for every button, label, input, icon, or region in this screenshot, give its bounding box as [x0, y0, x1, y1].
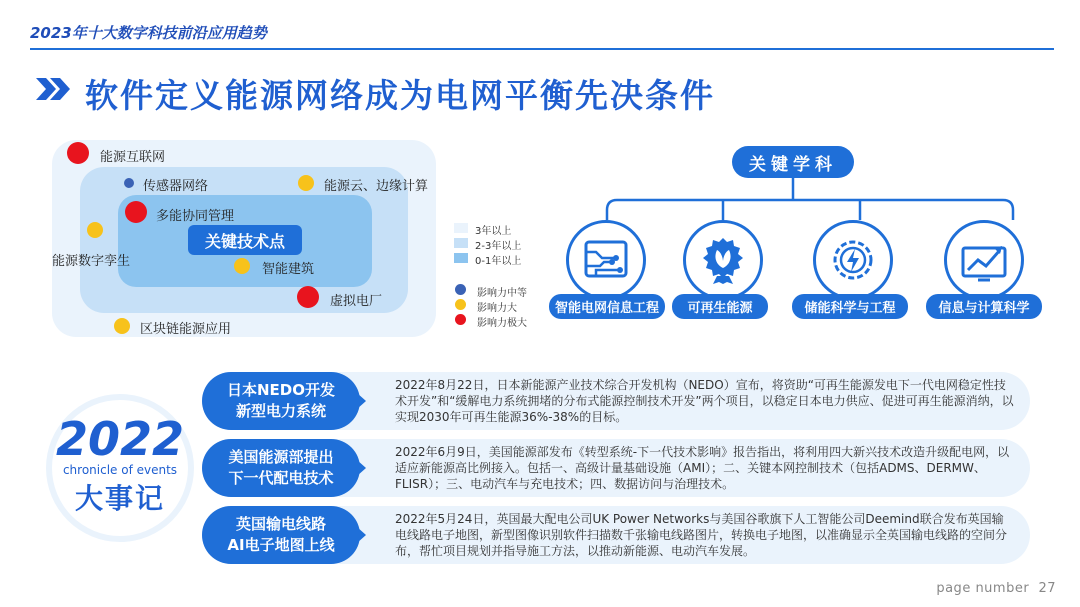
subject-icon-frame [683, 220, 763, 300]
legend-swatch-2-3 [454, 238, 468, 248]
page-number [936, 581, 1056, 596]
chart-monitor-icon [958, 234, 1010, 286]
double-chevron-icon [34, 74, 72, 104]
event-text: 2022年5月24日，英国最大配电公司UK Power Networks与美国谷歌旗下人工智能公司Deemind联合发布英国输电线路电子地图，新型图像识别软件扫描数千张输电线路图片，转换电子地图，以准确显示全英国输电线路的空间分布，帮忙项目规划并指导施工方法，以推动新能源、电动汽车发展。 [395, 512, 1008, 558]
legend-swatch-3plus [454, 223, 468, 233]
tech-label-smart-building: 智能建筑 [262, 262, 315, 277]
year-big-label: 大事记 [74, 482, 165, 515]
event-tag-line: 日本NEDO开发 [226, 381, 335, 399]
impact-dot-large [87, 222, 103, 238]
impact-dot-huge [297, 286, 319, 308]
event-text: 2022年8月22日，日本新能源产业技术综合开发机构（NEDO）宣布，将资助“可再生能源发电下一代电网稳定性技术开发”和“缓解电力系统拥堵的分布式能源控制技术开发”两个项目，以稳定日本电力供应、促进可再生能源消纳，以实现2030年可再生能源36%-38%的目标。 [395, 378, 1014, 424]
impact-dot-large [234, 258, 250, 274]
legend-label: 影响力中等 [477, 288, 527, 299]
year-number: 2022 [55, 412, 185, 466]
subject-icon-frame [813, 220, 893, 300]
legend-label: 3年以上 [475, 226, 512, 237]
tech-label-blockchain: 区块链能源应用 [140, 322, 232, 337]
impact-dot-huge [67, 142, 89, 164]
key-subjects-title: 关键学科 [732, 146, 854, 178]
tech-label-energy-cloud: 能源云、边缘计算 [324, 179, 429, 194]
page-number-value: 27 [1038, 581, 1056, 596]
header-divider [30, 48, 1054, 50]
year-subtitle: chronicle of events [62, 463, 178, 477]
subject-label-computing: 信息与计算科学 [926, 294, 1042, 319]
event-tag-line: 英国输电线路 [235, 515, 326, 533]
event-tag-pointer [357, 527, 366, 543]
legend-dot-huge [455, 314, 466, 325]
tech-label-digital-twin: 能源数字孪生 [52, 254, 131, 269]
event-tag [202, 439, 360, 497]
tech-label-virtual-plant: 虚拟电厂 [330, 294, 383, 309]
subject-icon-frame [944, 220, 1024, 300]
tech-label-energy-internet: 能源互联网 [100, 150, 166, 165]
impact-dot-huge [125, 201, 147, 223]
legend-label: 影响力极大 [477, 318, 527, 329]
legend-label: 2-3年以上 [475, 241, 522, 252]
event-tag-line: 下一代配电技术 [228, 469, 334, 487]
event-tag-line: AI电子地图上线 [227, 536, 335, 554]
subject-label-smart-grid: 智能电网信息工程 [549, 294, 665, 319]
legend-label: 影响力大 [477, 303, 517, 314]
subject-icon-frame [566, 220, 646, 300]
legend-dot-medium [455, 284, 466, 295]
page-title: 软件定义能源网络成为电网平衡先决条件 [85, 76, 715, 115]
event-tag-pointer [357, 460, 366, 476]
event-tag-line: 新型电力系统 [235, 402, 326, 420]
header-title: 2023年十大数字科技前沿应用趋势 [30, 24, 267, 42]
subject-label-energy-storage: 储能科学与工程 [792, 294, 908, 319]
legend-dot-large [455, 299, 466, 310]
legend-label: 0-1年以上 [475, 256, 522, 267]
impact-dot-large [298, 175, 314, 191]
subject-label-renewable: 可再生能源 [672, 294, 768, 319]
event-tag-line: 美国能源部提出 [228, 448, 334, 466]
tech-label-multi-energy: 多能协同管理 [156, 209, 235, 224]
event-text: 2022年6月9日，美国能源部发布《转型系统-下一代技术影响》报告指出，将利用四大新兴技术改造升级配电网，以适应新能源高比例接入。包括一、高级计量基础设施（AMI）；二、关键本网控制技术（包括ADMS、DERMW、FLISR）；三、电动汽车与充电技术；四、数据访问与治理技术。 [395, 445, 1010, 491]
energy-gear-icon [827, 234, 879, 286]
circuit-board-icon [580, 234, 632, 286]
page-number-label: page number [936, 581, 1030, 596]
event-tag [202, 506, 360, 564]
event-tag [202, 372, 360, 430]
leaf-medal-icon [697, 234, 749, 286]
event-tag-pointer [357, 393, 366, 409]
core-label: 关键技术点 [188, 225, 302, 255]
tech-label-sensor-network: 传感器网络 [143, 179, 209, 194]
impact-dot-medium [124, 178, 134, 188]
legend-swatch-0-1 [454, 253, 468, 263]
impact-dot-large [114, 318, 130, 334]
